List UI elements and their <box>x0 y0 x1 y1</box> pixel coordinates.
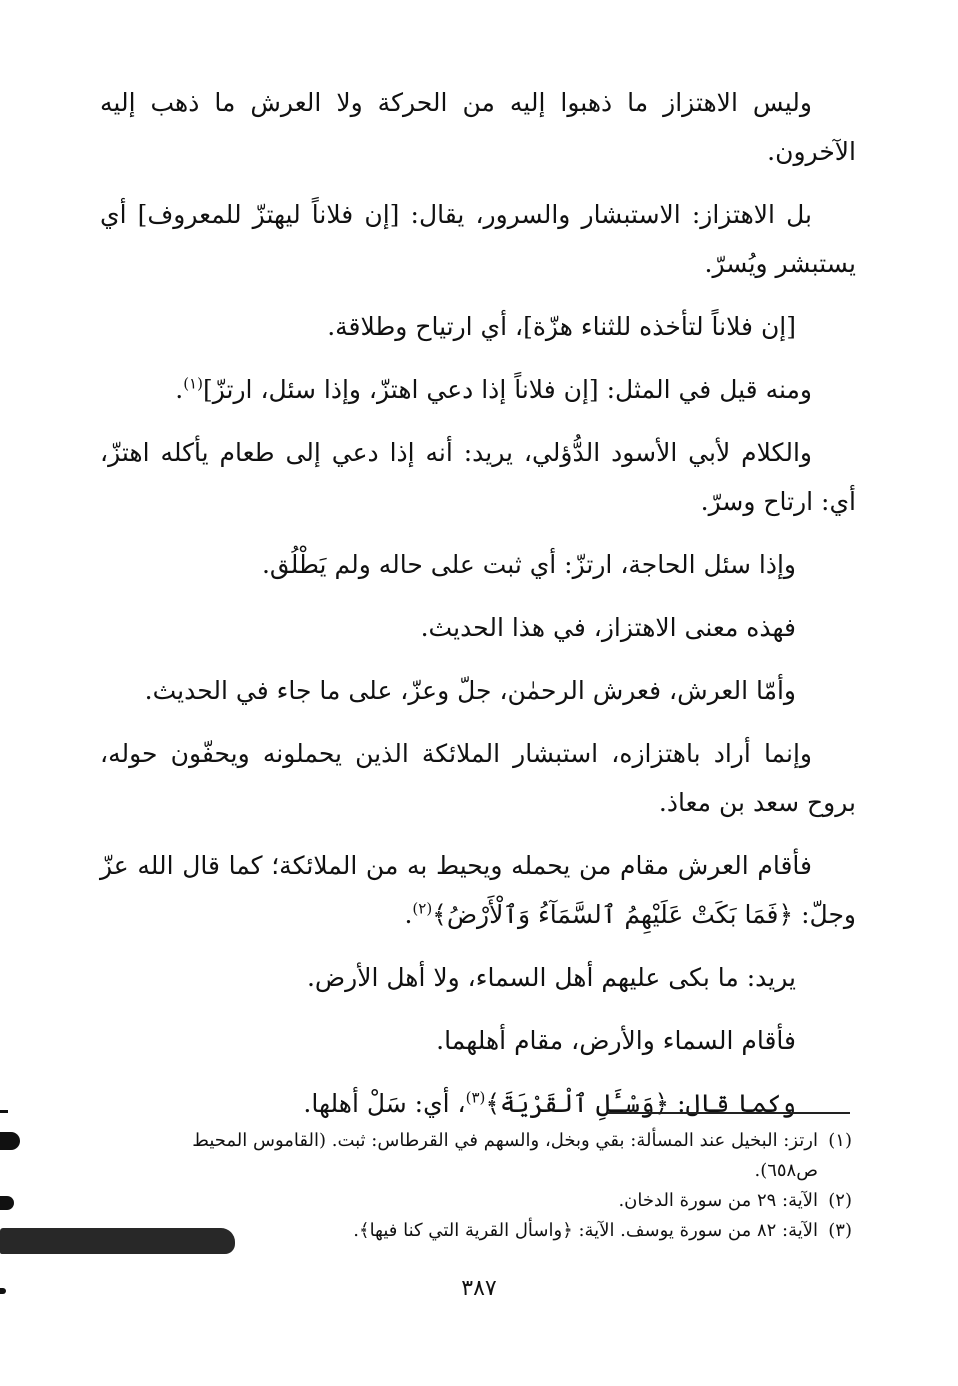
footnote-number: (٢) <box>828 1190 852 1211</box>
page-number: ٣٨٧ <box>461 1276 497 1301</box>
footnote-ref: (٢) <box>412 899 433 918</box>
footnote-number: (٣) <box>828 1220 852 1241</box>
paragraph: يريد: ما بكى عليهم أهل السماء، ولا أهل الأرض. <box>306 963 796 992</box>
paragraph: فهذه معنى الاهتزاز، في هذا الحديث. <box>420 613 796 642</box>
paragraph: [إن فلاناً لتأخذه للثناء هزّة]، أي ارتياح وطلاقة. <box>327 312 796 341</box>
scan-edge-mark <box>0 1110 8 1113</box>
footnote-ref: (١) <box>183 374 203 393</box>
paragraph: فأقام السماء والأرض، مقام أهلهما. <box>436 1026 796 1055</box>
paragraph: وإنما أراد باهتزازه، استبشار الملائكة الذين يحملونه ويحفّون حوله، بروح سعد بن معاذ. <box>100 739 856 817</box>
footnote-number: (١) <box>828 1130 852 1151</box>
scan-edge-mark <box>0 1288 6 1294</box>
paragraph: بل الاهتزاز: الاستبشار والسرور، يقال: [إن فلاناً ليهتزّ للمعروف] أي يستبشر ويُسرّ. <box>100 200 856 278</box>
footnote-text: الآية: ٨٢ من سورة يوسف. الآية: ﴿واسأل القرية التي كنا فيها﴾. <box>353 1220 818 1241</box>
footnote <box>106 1186 852 1216</box>
paragraph: وليس الاهتزاز ما ذهبوا إليه من الحركة ولا العرش ما ذهب إليه الآخرون. <box>100 88 856 166</box>
paragraph: وكما قال: ﴿وَسْـَٔلِ ٱلْقَرْيَةَ﴾$^{(٣)}$، أي: سَلْ أهلها. <box>303 1088 796 1118</box>
scan-edge-mark <box>0 1132 20 1150</box>
paragraph: فأقام العرش مقام من يحمله ويحيط به من الملائكة؛ كما قال الله عزّ وجلّ: ﴿فَمَا بَكَتْ عَلَيْهِمُ ٱلسَّمَآءُ وَٱلْأَرْضُ﴾$^{(٢)}$. <box>100 851 856 929</box>
scan-edge-mark <box>0 1196 14 1210</box>
paragraph: وإذا سئل الحاجة، ارتزّ: أي ثبت على حاله ولم يَطْلُق. <box>261 550 796 579</box>
scan-smudge <box>0 1228 235 1254</box>
paragraph: ومنه قيل في المثل: [إن فلاناً إذا دعي اهتزّ، وإذا سئل، ارتزّ]$^{(١)}$. <box>175 374 812 404</box>
main-text <box>100 78 856 1128</box>
footnote-text: ارتز: البخيل عند المسألة: بقي وبخل، والسهم في القرطاس: ثبت. (القاموس المحيط <box>192 1130 818 1151</box>
paragraph: والكلام لأبي الأسود الدُّؤلي، يريد: أنه إذا دعي إلى طعام يأكله اهتزّ، أي: ارتاح وسرّ. <box>100 438 856 516</box>
footnote <box>106 1126 852 1156</box>
footnote-divider <box>608 1112 850 1114</box>
paragraph: وأمّا العرش، فعرش الرحمٰن، جلّ وعزّ، على ما جاء في الحديث. <box>144 676 796 705</box>
footnote-text: الآية: ٢٩ من سورة الدخان. <box>618 1190 818 1211</box>
footnote-ref: (٣) <box>465 1088 486 1107</box>
footnote-continuation: ص٦٥٨). <box>754 1160 818 1181</box>
